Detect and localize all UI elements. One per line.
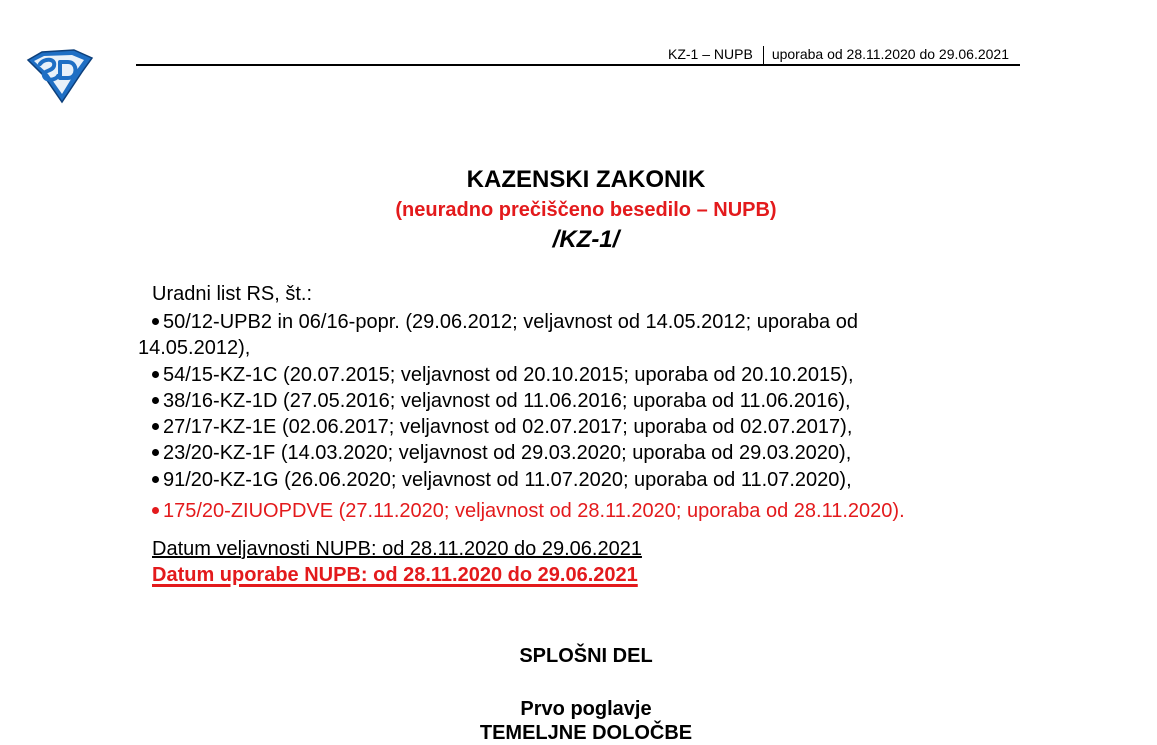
bullet-icon [152, 318, 159, 325]
header-code: KZ-1 – NUPB [668, 46, 753, 62]
document-title: KAZENSKI ZAKONIK [466, 166, 706, 193]
gazette-intro: Uradni list RS, št.: [152, 283, 313, 305]
header-rule [136, 64, 1020, 66]
validity-date: Datum veljavnosti NUPB: od 28.11.2020 do 29.06.2021 [152, 538, 642, 560]
gazette-ref-text: 23/20-KZ-1F (14.03.2020; veljavnost od 29.03.2020; uporaba od 29.03.2020), [163, 442, 852, 464]
bullet-icon [152, 397, 159, 404]
bullet-icon [152, 507, 159, 514]
document-code: /KZ-1/ [552, 226, 620, 253]
chapter-title: TEMELJNE DOLOČBE [479, 722, 693, 744]
header-usage: uporaba od 28.11.2020 do 29.06.2021 [771, 46, 1009, 62]
gazette-ref-text: 27/17-KZ-1E (02.06.2017; veljavnost od 02.07.2017; uporaba od 02.07.2017), [163, 416, 853, 438]
gazette-ref-item [152, 440, 851, 466]
gazette-ref-item [152, 388, 851, 414]
bullet-icon [152, 476, 159, 483]
header-separator [763, 46, 764, 64]
sd-shield-logo-icon [22, 46, 96, 104]
gazette-ref-item-latest [152, 498, 905, 524]
bullet-icon [152, 449, 159, 456]
gazette-ref-text: 38/16-KZ-1D (27.05.2016; veljavnost od 11.06.2016; uporaba od 11.06.2016), [163, 390, 851, 412]
gazette-ref-item [152, 414, 852, 440]
bullet-icon [152, 371, 159, 378]
gazette-ref-item [152, 467, 852, 493]
gazette-ref-text: 50/12-UPB2 in 06/16-popr. (29.06.2012; veljavnost od 14.05.2012; uporaba od 14.05.2012), [138, 311, 858, 359]
gazette-ref-item [152, 362, 854, 388]
page-header [668, 45, 1009, 63]
part-heading: SPLOŠNI DEL [519, 645, 653, 667]
chapter-number: Prvo poglavje [520, 698, 652, 720]
gazette-ref-text: 175/20-ZIUOPDVE (27.11.2020; veljavnost od 28.11.2020; uporaba od 28.11.2020). [163, 500, 905, 522]
gazette-ref-text: 91/20-KZ-1G (26.06.2020; veljavnost od 11.07.2020; uporaba od 11.07.2020), [163, 469, 852, 491]
gazette-ref-text: 54/15-KZ-1C (20.07.2015; veljavnost od 20.10.2015; uporaba od 20.10.2015), [163, 364, 854, 386]
bullet-icon [152, 423, 159, 430]
usage-date: Datum uporabe NUPB: od 28.11.2020 do 29.06.2021 [152, 564, 638, 586]
gazette-ref-item [138, 309, 958, 361]
document-subtitle: (neuradno prečiščeno besedilo – NUPB) [395, 199, 777, 221]
